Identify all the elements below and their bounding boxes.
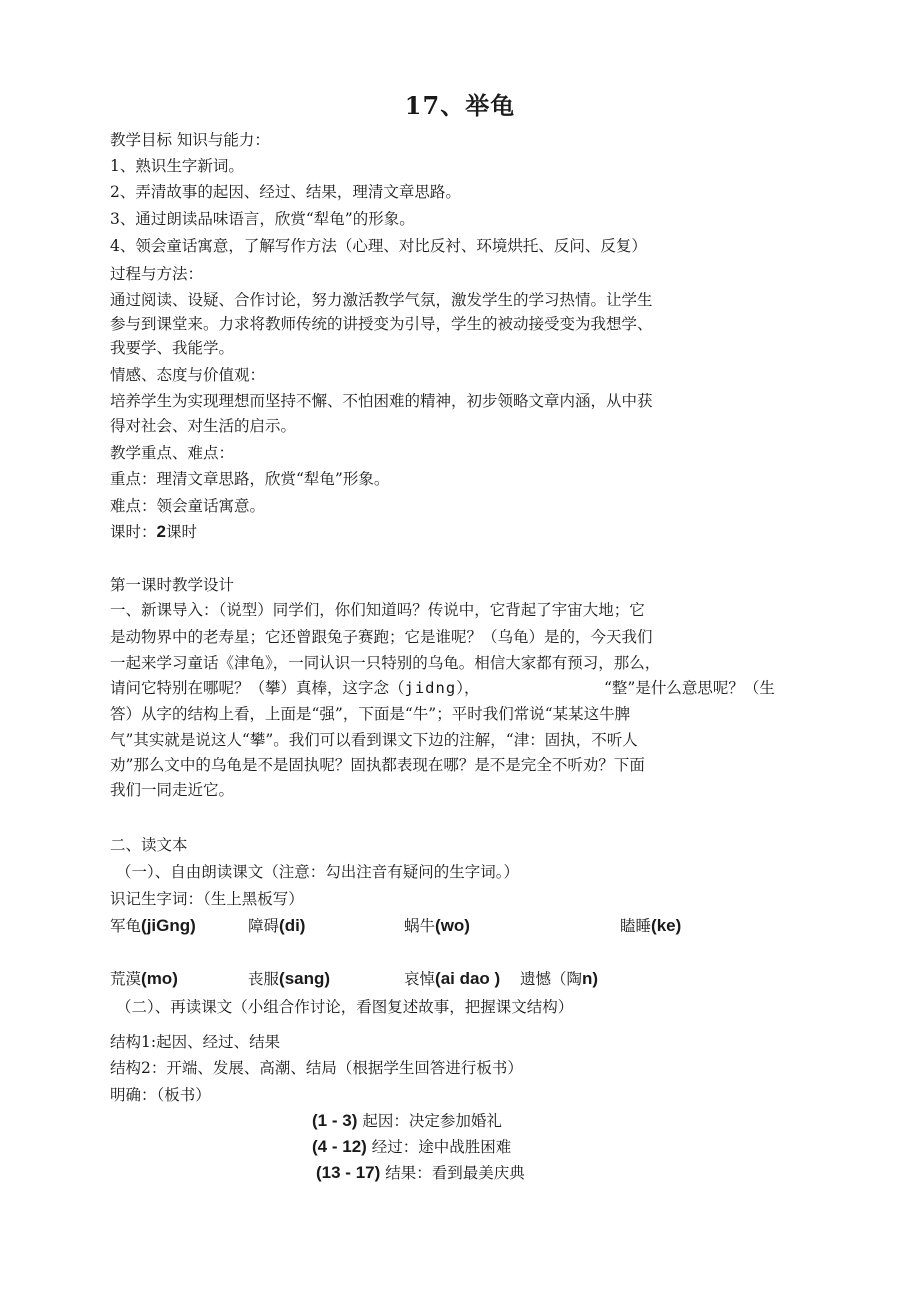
process-line: 我要学、我能学。 — [110, 339, 235, 357]
hours-unit: 课时 — [165, 523, 197, 541]
difficult-point: 难点：领会童话寓意。 — [110, 497, 266, 515]
vocab-pinyin: ai dao — [440, 969, 495, 988]
emotion-line: 得对社会、对生活的启示。 — [110, 417, 297, 435]
vocab-pinyin: di — [284, 916, 300, 935]
vocab-word: 军龟 — [110, 917, 142, 935]
board-text: 起因：决定参加婚礼 — [362, 1112, 502, 1130]
intro-line: 劝”那么文中的乌龟是不是固执呢？固执都表现在哪？是不是完全不听劝？下面 — [110, 756, 645, 774]
vocab-word: 遗憾（陶 — [520, 970, 583, 988]
emotion-heading: 情感、态度与价值观： — [110, 366, 266, 384]
class-hours — [110, 522, 197, 542]
intro-line — [110, 678, 479, 698]
process-heading: 过程与方法： — [110, 265, 204, 283]
intro-line: 答）从字的结构上看，上面是“强”，下面是“牛”；平时我们常说“某某这牛脾 — [110, 705, 631, 723]
structure-2: 结构2：开端、发展、高潮、结局（根据学生回答进行板书） — [110, 1059, 523, 1077]
key-point: 重点：理清文章思路，欣赏“犁龟”形象。 — [110, 470, 390, 488]
board-range: 4 - 12 — [317, 1137, 362, 1156]
intro-line: 是动物界中的老寿星；它还曾跟兔子赛跑；它是谁呢？（乌龟）是的，今天我们 — [110, 628, 653, 646]
board-item: (1 - 3) 起因：决定参加婚礼 — [312, 1111, 502, 1130]
vocab-pinyin: ke — [656, 916, 676, 935]
board-item: (4 - 12) 经过：途中战胜困难 — [312, 1137, 512, 1156]
board-text: 经过：途中战胜困难 — [371, 1138, 512, 1156]
intro-line4-c: “整”是什么意思呢？（生 — [604, 679, 775, 697]
reading-step2: （二）、再读课文（小组合作讨论，看图复述故事，把握课文结构） — [116, 998, 574, 1016]
goal-item: 3、通过朗读品味语言，欣赏“犁龟”的形象。 — [110, 210, 415, 228]
board-item: (13 - 17) 结果：看到最美庆典 — [316, 1163, 525, 1182]
vocab-item: 荒漠(mo) — [110, 969, 178, 988]
intro-line: 气”其实就是说这人“攀”。我们可以看到课文下边的注解，“津：固执，不听人 — [110, 731, 638, 749]
board-range: 1 - 3 — [317, 1111, 352, 1130]
vocab-pinyin: n — [582, 969, 593, 988]
emotion-line: 培养学生为实现理想而坚持不懈、不怕困难的精神，初步领略文章内涵，从中获 — [110, 392, 653, 410]
vocab-word: 哀悼 — [404, 970, 436, 988]
goal-item: 2、弄清故事的起因、经过、结果，理清文章思路。 — [110, 183, 461, 201]
vocab-word: 瞌睡 — [620, 917, 652, 935]
vocab-word: 蜗牛 — [404, 917, 436, 935]
reading-heading: 二、读文本 — [110, 836, 188, 854]
lesson1-heading: 第一课时教学设计 — [110, 576, 235, 594]
vocab-word: 丧服 — [248, 970, 280, 988]
goal-item: 1、熟识生字新词。 — [110, 157, 244, 175]
vocab-item: 哀悼(ai dao ) — [404, 969, 501, 988]
intro-line: 一、新课导入：（说型）同学们，你们知道吗？传说中，它背起了宇宙大地；它 — [110, 601, 645, 619]
vocab-pinyin: mo — [146, 969, 173, 988]
clarify-label: 明确：（板书） — [110, 1086, 211, 1104]
vocab-word: 荒漠 — [110, 970, 142, 988]
vocab-pinyin: wo — [440, 916, 465, 935]
vocab-item: 遗憾（陶n) — [520, 969, 599, 988]
board-text: 结果：看到最美庆典 — [385, 1164, 525, 1182]
vocab-label: 识记生字词：（生上黑板写） — [110, 890, 304, 908]
hours-value: 2 — [156, 522, 166, 541]
intro-line: 一起来学习童话《津龟》，一同认识一只特别的乌龟。相信大家都有预习，那么， — [110, 654, 661, 672]
vocab-pinyin: sang — [284, 969, 325, 988]
intro-line: 我们一同走近它。 — [110, 781, 235, 799]
structure-1: 结构1:起因、经过、结果 — [110, 1033, 281, 1051]
vocab-item: 瞌睡(ke) — [620, 916, 682, 935]
goal-item: 4、领会童话寓意，了解写作方法（心理、对比反衬、环境烘托、反问、反复） — [110, 237, 647, 255]
intro-pinyin: jidng — [404, 679, 457, 697]
intro-line4-a: 请问它特别在哪呢？（攀）真棒，这字念（ — [110, 679, 405, 697]
reading-step1: （一）、自由朗读课文（注意：勾出注音有疑问的生字词。） — [116, 863, 520, 881]
page-title: 17、举龟 — [404, 91, 516, 120]
vocab-item: 丧服(sang) — [248, 969, 331, 988]
vocab-pinyin: jiGng — [146, 916, 191, 935]
goals-heading: 教学目标 知识与能力： — [110, 131, 270, 149]
process-line: 通过阅读、设疑、合作讨论，努力激活教学气氛，激发学生的学习热情。让学生 — [110, 291, 653, 309]
intro-line4-b: ）， — [456, 679, 480, 697]
key-heading: 教学重点、难点： — [110, 444, 235, 462]
hours-label: 课时： — [110, 523, 157, 541]
vocab-item: 军龟(jiGng) — [110, 916, 196, 935]
vocab-item: 障碍(di) — [248, 916, 306, 935]
process-line: 参与到课堂来。力求将教师传统的讲授变为引导，学生的被动接受变为我想学、 — [110, 315, 653, 333]
vocab-item: 蜗牛(wo) — [404, 916, 470, 935]
vocab-word: 障碍 — [248, 917, 280, 935]
board-range: 13 - 17 — [321, 1163, 375, 1182]
